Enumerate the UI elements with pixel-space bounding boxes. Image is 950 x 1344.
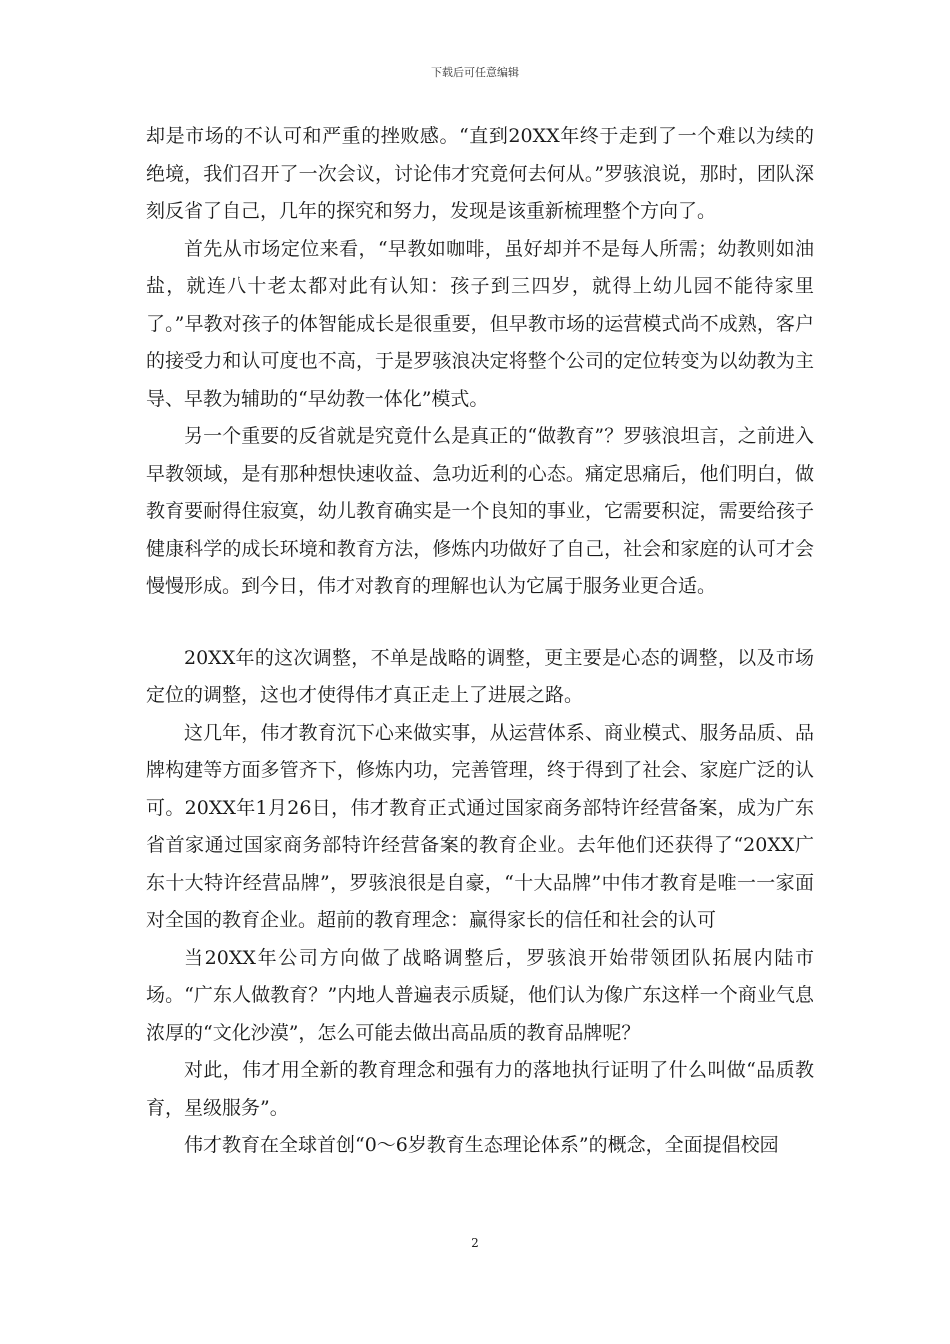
paragraph-6: 当20XX年公司方向做了战略调整后，罗骇浪开始带领团队拓展内陆市场。“广东人做教育？”内地人普遍表示质疑，他们认为像广东这样一个商业气息浓厚的“文化沙漠”，怎么可能去做出高品质的教育品牌呢？ xyxy=(146,946,814,1044)
page-header: 下载后可任意编辑 xyxy=(431,66,519,79)
paragraph-1: 却是市场的不认可和严重的挫败感。“直到20XX年终于走到了一个难以为续的绝境，我们召开了一次会议，讨论伟才究竟何去何从。”罗骇浪说，那时，团队深刻反省了自己，几年的探究和努力，发现是该重新梳理整个方向了。 xyxy=(146,125,814,222)
page-number: 2 xyxy=(471,1236,479,1250)
paragraph-4: 20XX年的这次调整，不单是战略的调整，更主要是心态的调整，以及市场定位的调整，这也才使得伟才真正走上了进展之路。 xyxy=(146,646,814,706)
paragraph-8: 伟才教育在全球首创“0～6岁教育生态理论体系”的概念，全面提倡校园 xyxy=(184,1134,779,1156)
paragraph-5: 这几年，伟才教育沉下心来做实事，从运营体系、商业模式、服务品质、品牌构建等方面多管齐下，修炼内功，完善管理，终于得到了社会、家庭广泛的认可。20XX年1月26日，伟才教育正式通过国家商务部特许经营备案，成为广东省首家通过国家商务部特许经营备案的教育企业。去年他们还获得了“20XX广东十大特许经营品牌”，罗骇浪很是自豪，“十大品牌”中伟才教育是唯一一家面对全国的教育企业。超前的教育理念：赢得家长的信任和社会的认可 xyxy=(146,721,814,931)
paragraph-7: 对此，伟才用全新的教育理念和强有力的落地执行证明了什么叫做“品质教育，星级服务”。 xyxy=(146,1059,814,1119)
document-body xyxy=(146,118,814,1165)
paragraph-2: 首先从市场定位来看，“早教如咖啡，虽好却并不是每人所需；幼教则如油盐，就连八十老太都对此有认知：孩子到三四岁，就得上幼儿园不能待家里了。”早教对孩子的体智能成长是很重要，但早教市场的运营模式尚不成熟，客户的接受力和认可度也不高，于是罗骇浪决定将整个公司的定位转变为以幼教为主导、早教为辅助的“早幼教一体化”模式。 xyxy=(146,237,814,410)
paragraph-3: 另一个重要的反省就是究竟什么是真正的“做教育”？罗骇浪坦言，之前进入早教领域，是有那种想快速收益、急功近利的心态。痛定思痛后，他们明白，做教育要耐得住寂寞，幼儿教育确实是一个良知的事业，它需要积淀，需要给孩子健康科学的成长环境和教育方法，修炼内功做好了自己，社会和家庭的认可才会慢慢形成。到今日，伟才对教育的理解也认为它属于服务业更合适。 xyxy=(146,425,814,597)
